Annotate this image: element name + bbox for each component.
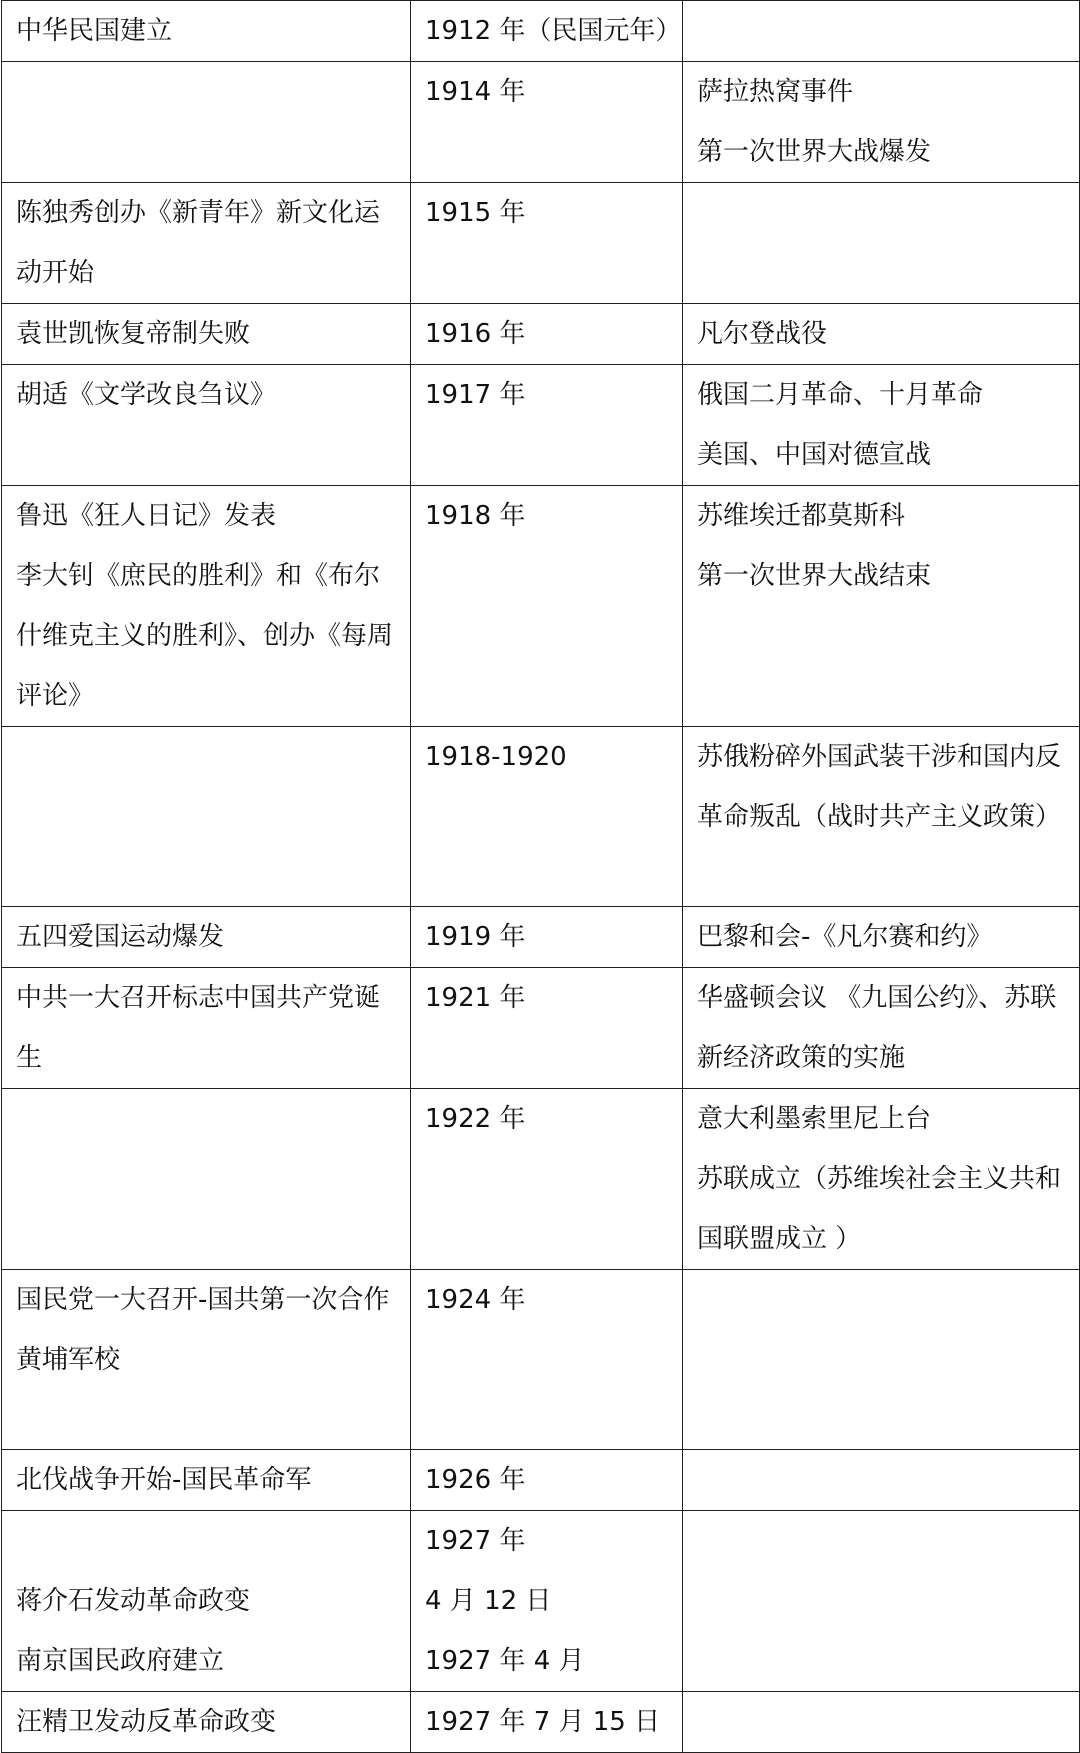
date-cell [411, 304, 683, 365]
event-cell [2, 365, 411, 486]
event-cell [2, 62, 411, 183]
table-row [2, 1450, 1080, 1511]
date-cell [411, 1270, 683, 1450]
world-event-text: 凡尔登战役 [697, 319, 828, 349]
date-cell [411, 1692, 683, 1753]
world-event-text: 萨拉热窝事件 [697, 77, 854, 107]
table-row [2, 1511, 1080, 1692]
date-cell [411, 486, 683, 727]
date-cell [411, 727, 683, 907]
world-event-cell [683, 1450, 1080, 1511]
event-cell [2, 1089, 411, 1270]
table-row [2, 1692, 1080, 1753]
history-timeline-table [1, 0, 1080, 1753]
date-cell [411, 62, 683, 183]
event-cell [2, 304, 411, 365]
event-text: 中共一大召开标志中国共产党诞生 [16, 983, 381, 1073]
event-text: 蒋介石发动革命政变 [16, 1586, 251, 1616]
event-cell [2, 1270, 411, 1450]
table-row [2, 1, 1080, 62]
world-event-cell [683, 62, 1080, 183]
event-text: 南京国民政府建立 [16, 1646, 225, 1676]
date-cell [411, 365, 683, 486]
date-text: 1918-1920 [425, 742, 567, 772]
world-event-text: 意大利墨索里尼上台 [697, 1104, 932, 1134]
world-event-cell [683, 486, 1080, 727]
world-event-cell [683, 304, 1080, 365]
table-row [2, 486, 1080, 727]
date-cell [411, 968, 683, 1089]
world-event-text: 巴黎和会-《凡尔赛和约》 [697, 922, 993, 952]
table-row [2, 968, 1080, 1089]
event-text: 黄埔军校 [16, 1345, 121, 1375]
date-text: 1917 年 [425, 380, 526, 410]
world-event-text: 第一次世界大战结束 [697, 561, 932, 591]
event-cell [2, 1511, 411, 1692]
event-cell [2, 727, 411, 907]
date-text: 1927 年 4 月 [425, 1646, 585, 1676]
event-cell [2, 486, 411, 727]
table-row [2, 365, 1080, 486]
event-text: 李大钊《庶民的胜利》和《布尔什维克主义的胜利》、创办《每周评论》 [16, 561, 394, 711]
world-event-cell [683, 1270, 1080, 1450]
world-event-cell [683, 1, 1080, 62]
world-event-text: 华盛顿会议 《九国公约》、苏联新经济政策的实施 [697, 983, 1057, 1073]
table-row [2, 907, 1080, 968]
world-event-cell [683, 727, 1080, 907]
event-text: 汪精卫发动反革命政变 [16, 1707, 277, 1737]
table-row [2, 1270, 1080, 1450]
table-row [2, 1089, 1080, 1270]
date-text: 1912 年（民国元年） [425, 16, 682, 46]
world-event-text: 俄国二月革命、十月革命 [697, 380, 984, 410]
date-text: 4 月 12 日 [425, 1586, 552, 1616]
date-text: 1927 年 [425, 1526, 526, 1556]
date-cell [411, 1450, 683, 1511]
date-text: 1927 年 7 月 15 日 [425, 1707, 661, 1737]
date-text: 1916 年 [425, 319, 526, 349]
table-row [2, 62, 1080, 183]
date-text: 1915 年 [425, 198, 526, 228]
event-cell [2, 1450, 411, 1511]
date-cell [411, 1511, 683, 1692]
event-text: 国民党一大召开-国共第一次合作 [16, 1285, 390, 1315]
date-text: 1914 年 [425, 77, 526, 107]
event-text: 袁世凯恢复帝制失败 [16, 319, 251, 349]
event-text: 陈独秀创办《新青年》新文化运动开始 [16, 198, 381, 288]
world-event-cell [683, 1692, 1080, 1753]
world-event-cell [683, 968, 1080, 1089]
world-event-text: 苏维埃迁都莫斯科 [697, 501, 906, 531]
event-cell [2, 907, 411, 968]
date-text: 1918 年 [425, 501, 526, 531]
date-cell [411, 907, 683, 968]
world-event-cell [683, 365, 1080, 486]
table-row [2, 183, 1080, 304]
date-cell [411, 1089, 683, 1270]
world-event-cell [683, 183, 1080, 304]
table-row [2, 727, 1080, 907]
event-text: 北伐战争开始-国民革命军 [16, 1465, 312, 1495]
date-text: 1922 年 [425, 1104, 526, 1134]
event-text: 五四爱国运动爆发 [16, 922, 225, 952]
event-text: 胡适《文学改良刍议》 [16, 380, 277, 410]
event-text: 鲁迅《狂人日记》发表 [16, 501, 277, 531]
date-cell [411, 183, 683, 304]
date-cell [411, 1, 683, 62]
world-event-text: 第一次世界大战爆发 [697, 137, 932, 167]
world-event-text: 美国、中国对德宣战 [697, 440, 932, 470]
date-text: 1919 年 [425, 922, 526, 952]
world-event-cell [683, 1089, 1080, 1270]
world-event-cell [683, 1511, 1080, 1692]
event-cell [2, 1692, 411, 1753]
date-text: 1926 年 [425, 1465, 526, 1495]
event-cell [2, 968, 411, 1089]
world-event-cell [683, 907, 1080, 968]
event-cell [2, 1, 411, 62]
event-cell [2, 183, 411, 304]
table-row [2, 304, 1080, 365]
event-text: 中华民国建立 [16, 16, 173, 46]
world-event-text: 苏联成立（苏维埃社会主义共和国联盟成立 ） [697, 1164, 1062, 1254]
date-text: 1921 年 [425, 983, 526, 1013]
world-event-text: 苏俄粉碎外国武装干涉和国内反革命叛乱（战时共产主义政策） [697, 742, 1062, 832]
date-text: 1924 年 [425, 1285, 526, 1315]
